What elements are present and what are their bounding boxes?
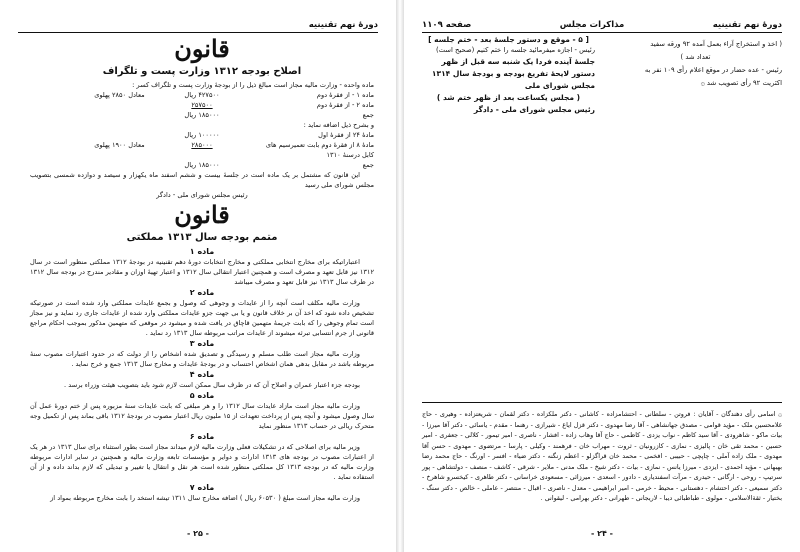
law-intro: ماده واحده - وزارت مالیه مجاز است مبالغ ذیل را از بودجهٔ وزارت پست و تلگراف کسر :: [132, 81, 374, 89]
law2-title: قانون: [174, 200, 230, 229]
row-amount: ۲۸۵۰۰۰: [191, 141, 213, 149]
signature: رئیس مجلس شورای ملی - دادگر: [473, 105, 595, 114]
article-text: وزیر مالیه برای اصلاحی که در تشکیلات فعلی وزارت مالیه لازم میداند مجاز است بطور استثناء برای سال ۱۳۱۳ در هر یک از اعتبارات مصوب در بودجه های ۱۳۱۳ ادارات و دوایر و مؤسسات تابعه وزارت مالیه و همچنین در سایر ادارات مربوطه وزارت مالیه که در بودجه ۱۳۱۳ کل مملکتی منظور شده است هر نقل و انتقال یا تغییر و تبدیلی که لازم بداند داده و از آن استفاده نماید .: [30, 443, 374, 481]
law-subtitle: اصلاح بودجه ۱۳۱۲ وزارت پست و تلگراف: [102, 66, 302, 77]
row-label: جمع: [362, 161, 374, 169]
article-heading: ماده ۳: [189, 339, 215, 348]
row-note: معادل ۲۸۵۰ پهلوی: [94, 91, 145, 99]
row-amount: ۱۸۵۰۰۰ ریال: [184, 111, 220, 119]
article-text: وزارت مالیه مکلف است آنچه را از عایدات و وجوهی که وصول و بجمع عایدات مملکتی وارد شده است در صورتیکه تشخیص داده شود که اخذ آن بر خلاف قانون و یا بی جهت جزو عایدات مملکتی وارد شده از عایدات جاری رد نماید و نیز مجاز است تمام وجوهی را که بابت جریمهٔ متهمین قاچاق در یافت شده و میشود در موقعی که متهمین مذکور بموجب احکام مراجع قانونی از جرم انتسابی تبرئه میشوند از عایدات مراتب مربوطه سال ۱۳۱۳ رد نماید .: [30, 299, 374, 337]
row-label: ماده ۲ - از فقرهٔ دوم: [316, 101, 374, 109]
next-session: [422, 34, 595, 116]
left-page: [0, 0, 396, 552]
row-label: مادهٔ ۸ از فقرهٔ دوم بابت تعمیرسیم های کابل درسنهٔ ۱۳۱۰: [265, 141, 374, 159]
row-amount: ۲۵۷۵۰۰: [191, 101, 213, 109]
article-text: وزارت مالیه مجاز است مازاد عایدات سال ۱۳۱۲ را و هر مبلغی که بابت عایدات سنهٔ مزبوره پس از ختم دورهٔ عمل آن سال وصول میشود و آنچه پس از پرداخت تعهدات از ۱۵ ملیون ریال اعتبار مصوب در بودجهٔ ۱۳۱۲ باقی بماند پس از تکمیل وجه متحرک ریالی در حساب ۱۳۱۳ منظور نماید: [30, 402, 374, 430]
page-gutter: [396, 0, 404, 552]
text-line: رئیس - عده حضار در موقع اعلام رأی ۱۰۹ نفر به: [644, 66, 782, 74]
row-label: مادهٔ ۲۴ از فقرهٔ اول: [318, 131, 374, 139]
article-heading: ماده ۴: [189, 370, 215, 379]
text-line: اکثریت ۹۲ رأی تصویب شد ۞: [700, 79, 782, 87]
page-header: [18, 12, 378, 33]
session-label: دورهٔ نهم تقنینیه: [712, 20, 782, 30]
law-budget-amendment: [30, 34, 374, 503]
page-header: [422, 12, 782, 33]
article-text: وزارت مالیه مجاز است مبلغ ( ۶۰۵۳۰ ریال ) اضافه مخارج سال ۱۳۱۱ تیشه استخد را بابت مخارج مربوطه بمواد از: [50, 494, 360, 502]
article-heading: ماده ۱: [189, 247, 215, 256]
page-number: - ۲۵ -: [187, 529, 209, 538]
article-heading: ماده ۲: [189, 288, 215, 297]
budget-row: [30, 110, 374, 120]
text-line: رئیس - اجازه میفرمائید جلسه را ختم کنیم (صحیح است): [435, 46, 595, 54]
right-page: [404, 0, 800, 552]
budget-row: [30, 100, 374, 110]
page-number: - ۲۴ -: [591, 529, 613, 538]
article-text: بودجه جزء اعتبار عمران و اصلاح آن که در ظرف سال ممکن است لازم شود باید بتصویب هیئت وزراء برسد .: [64, 381, 360, 389]
session-close: ( مجلس یکساعت بعد از ظهر ختم شد ): [436, 93, 581, 102]
law2-subtitle: متمم بودجه سال ۱۳۱۳ مملکتی: [126, 232, 278, 243]
row-amount: ۱۸۵۰۰۰ ریال: [184, 161, 220, 169]
row-note: [30, 160, 145, 170]
row-label: جمع: [362, 111, 374, 119]
session-label: دورهٔ نهم تقنینیه: [308, 20, 378, 30]
voting-result: [609, 34, 782, 116]
section-heading: [ ۵ - موقع و دستور جلسهٔ بعد - ختم جلسه ]: [428, 35, 589, 44]
text-line: ( اخذ و استخراج آراء بعمل آمده ۹۲ ورقه سفید: [650, 40, 782, 48]
publication-title: مذاکرات مجلس: [559, 20, 625, 30]
budget-row: [30, 90, 374, 100]
row-note: [30, 130, 145, 140]
article-heading: ماده ۵: [189, 391, 215, 400]
law-closing: این قانون که مشتمل بر یک ماده است در جلسهٔ بیست و ششم اسفند ماه یکهزار و سیصد و دوازده شمسی بتصویب مجلس شورای ملی رسید: [30, 171, 374, 189]
article-heading: ماده ۶: [189, 432, 215, 441]
text-line: تعداد شد ): [680, 53, 711, 61]
budget-row: [30, 130, 374, 140]
row-note: معادل ۱۹۰۰ پهلوی: [94, 141, 145, 149]
budget-row: [30, 140, 374, 160]
budget-row: [30, 160, 374, 170]
article-text: وزارت مالیه مجاز است طلب مسلم و رسیدگی و تصدیق شده اشخاص را از دولت که در حدود اعتبارات مصوب سنهٔ مربوطه باشد در مقابل بدهی همان اشخاص احتساب و در بودجهٔ عایدات و مخارج سال ۱۳۱۳ جمع و خرج نماید .: [30, 350, 374, 368]
add-intro: و بشرح ذیل اضافه نماید :: [303, 121, 374, 129]
voters-footnote: ۞ اسامی رأی دهندگان - آقایان : فروتن - سلطانی - احتشامزاده - کاشانی - دکتر ملکزاده - دکتر لقمان - شریعتزاده - وهیری - حاج غلامحسین ملک - مؤید قوامی - مصدق جهانشاهی - آقا رضا مهدوی - دکتر قزل ایاغ - شیرازی - رهنما - مقدم - یاسائی - دکتر آقا میرزا - بیات ماکو - شاهرودی - آقا سید کاظم - نواب یزدی - کاظمی - حاج آقا وهاب زاده - افشار - ناصری - امیر تیمور - کلالی - جعفری - امیر حسین - محمد تقی خان - پالیزی - نمازی - کازرونیان - ثروت - مهراب خان - فرهمند - وکیلی - پارسا - مرتضوی - مهدوی - حسن آقا مهدوی - ملک زاده آملی - چاپچی - حبیبی - افخمی - محمد خان قراگزلو - اعظم زنگنه - دکتر ضیاء - افسر - اورنگ - حاج محمد رضا بهبهانی - مؤید احمدی - ایزدی - میرزا یانس - نمازی - بیات - دکتر شیخ - ملک مدنی - ملایر - شرقی - کاشف - منصف - دولتشاهی - پور سرتیپ - روحی - ارگانی - حیدری - مرآت اسفندیاری - دادور - اسعدی - میرزائی - مسعودی خراسانی - دکتر طاهری - کیخسرو شاهرخ - دکتر سمیعی - دکتر احتشام - دهستانی - محیط - خرمی - امیر ابراهیمی - معدل - ناصری - اقبال - منتصر - عاملی - خالص - دکتر سنگ - بختیار - ثقةالاسلامی - مولوی - طباطبائی دیبا - لاریجانی - طهرانی - دکتر بهرامی - لیقوانی .: [422, 402, 782, 504]
row-note: [30, 110, 145, 120]
page-label: صفحه ۱۱۰۹: [422, 20, 472, 30]
row-note: [30, 100, 145, 110]
row-label: ماده ۱ - از فقرهٔ دوم: [316, 91, 374, 99]
article-text: اعتباراتیکه برای مخارج انتخابی مملکتی و مخارج انتخابات دورهٔ دهم تقنینیه در بودجهٔ ۱۳۱۲ مملکتی منظور است در سال ۱۳۱۲ نیز قابل تعهد و مصرف است و همچنین اعتبار انتقالی سال ۱۳۱۲ و اعتبار تهیهٔ اوزان و مقادیر مندرج در بودجه سال ۱۳۱۲ در ظرف سال ۱۳۱۳ نیز قابل تعهد و مصرف میباشد: [30, 258, 374, 286]
agenda-text: جلسهٔ آینده فردا یک شنبه سه قبل از ظهر دستور لایحهٔ تفریغ بودجه و بودجهٔ سال ۱۳۱۴ مجلس شورای ملی: [431, 57, 595, 90]
row-amount: ۴۲۷۵۰۰ ریال: [184, 91, 220, 99]
article-heading: ماده ۷: [189, 483, 215, 492]
law-title: قانون: [174, 34, 230, 63]
row-amount: ۱۰۰۰۰۰ ریال: [184, 131, 220, 139]
law-signature: رئیس مجلس شورای ملی - دادگر: [156, 191, 248, 199]
